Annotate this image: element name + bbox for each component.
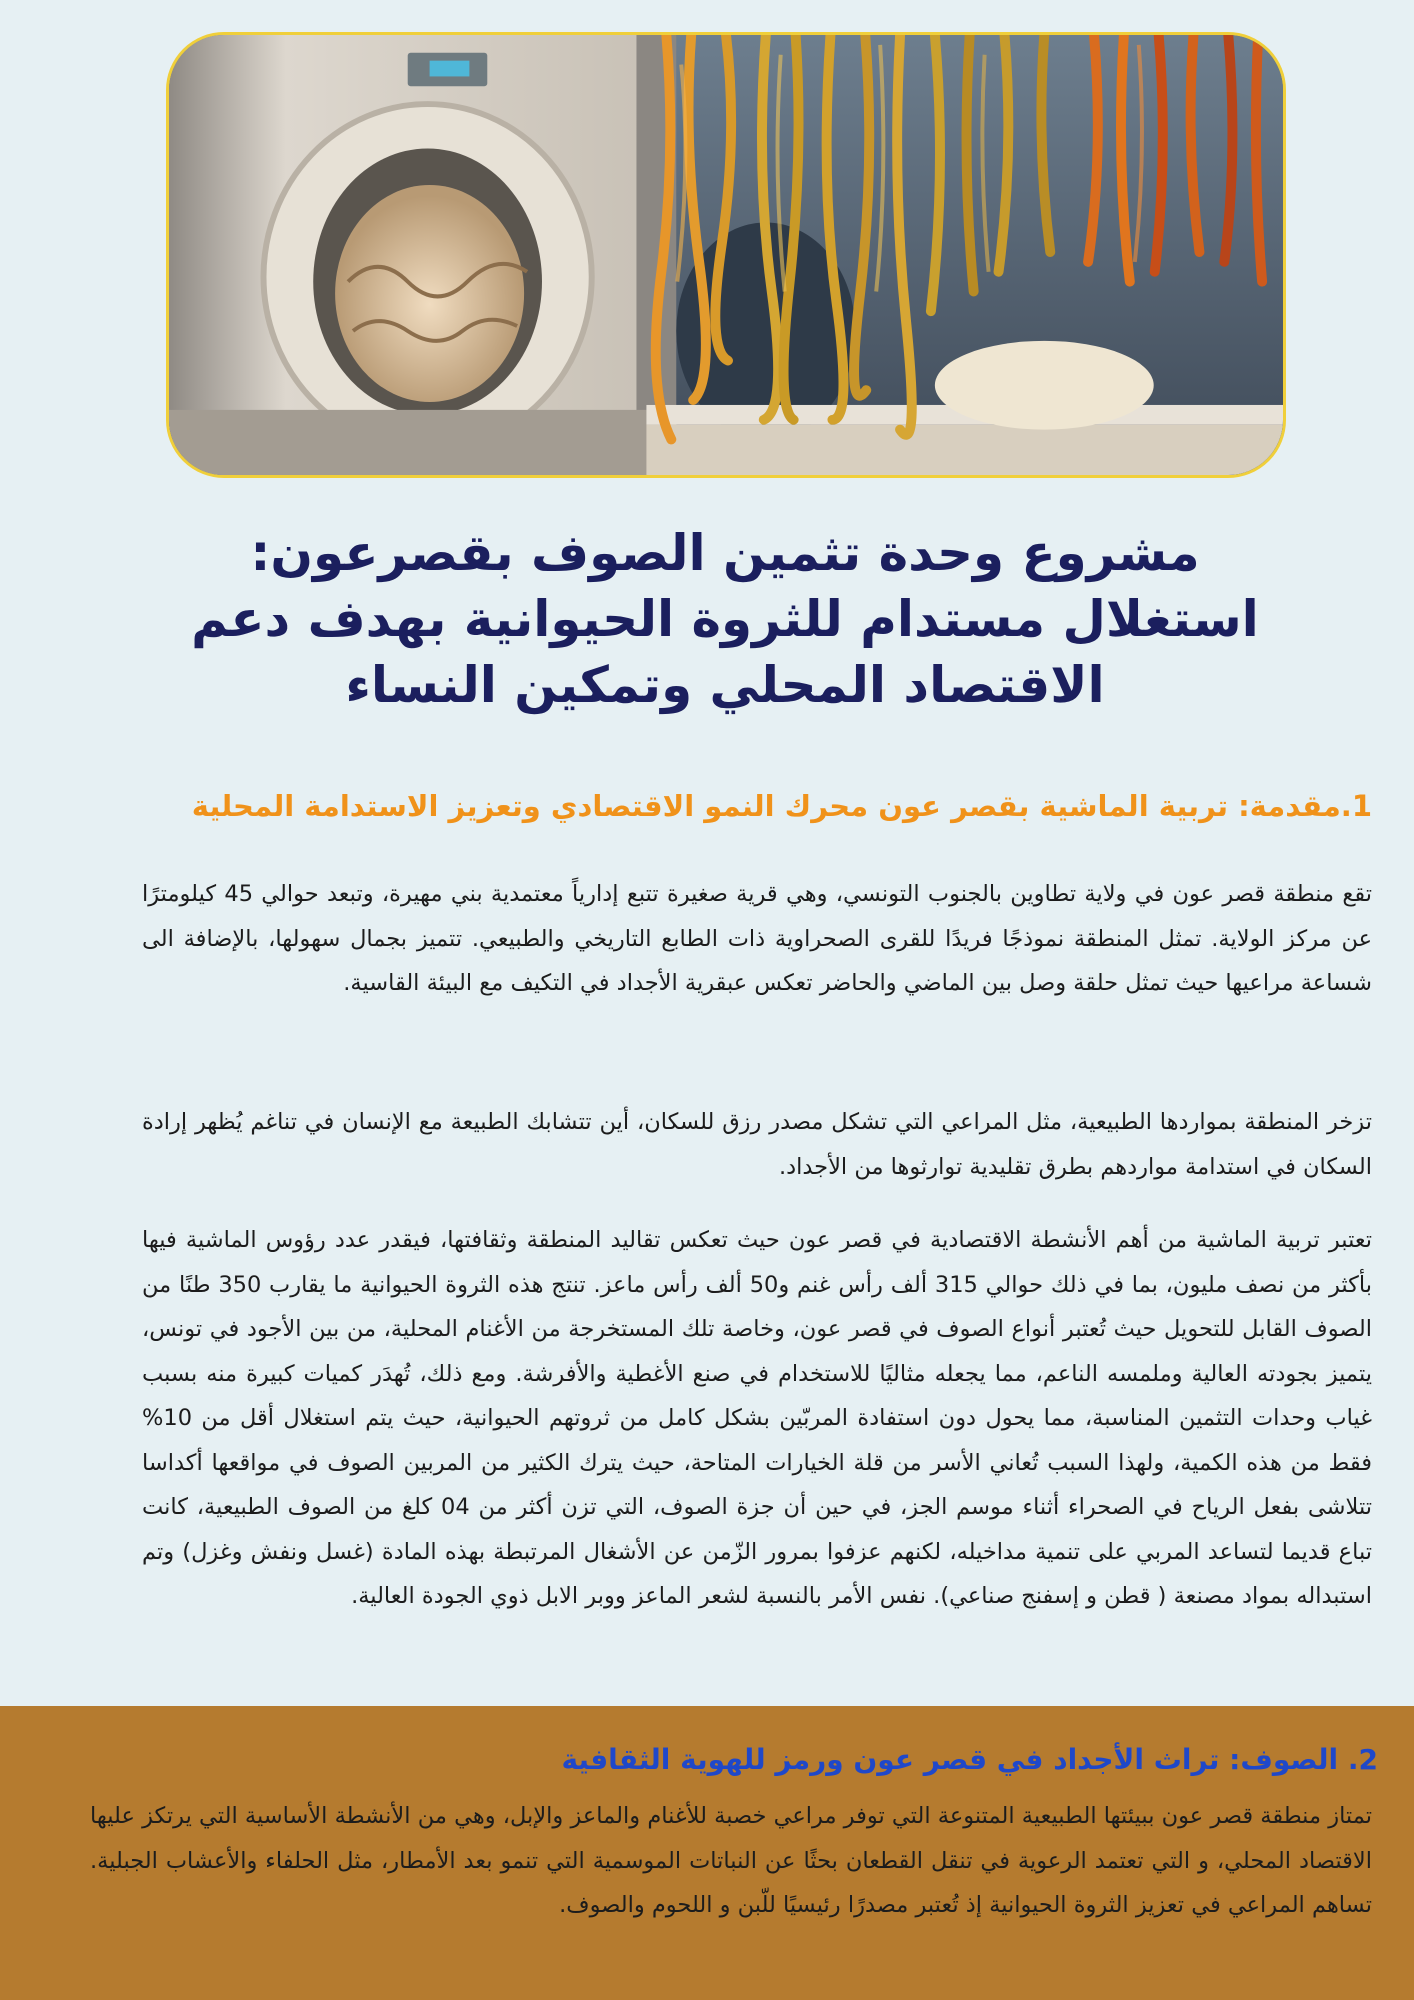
section1-paragraph-2: تزخر المنطقة بمواردها الطبيعية، مثل المراعي التي تشكل مصدر رزق للسكان، أين تتشابك الطبيعة مع الإنسان في تناغم يُظهر إرادة السكان في استدامة مواردهم بطرق تقليدية توارثوها من الأجداد.: [142, 1109, 1372, 1180]
section1-paragraph-1: تقع منطقة قصر عون في ولاية تطاوين بالجنوب التونسي، وهي قرية صغيرة تتبع إدارياً معتمدية بني مهيرة، وتبعد حوالي 45 كيلومترًا عن مركز الولاية. تمثل المنطقة نموذجًا فريدًا للقرى الصحراوية ذات الطابع التاريخي والطبيعي. تتميز بجمال سهولها، بالإضافة الى شساعة مراعيها حيث تمثل حلقة وصل بين الماضي والحاضر تعكس عبقرية الأجداد في التكيف مع البيئة القاسية.: [142, 881, 1372, 996]
section2-paragraph: تمتاز منطقة قصر عون ببيئتها الطبيعية المتنوعة التي توفر مراعي خصبة للأغنام والماعز والإبل، وهي من الأنشطة الأساسية التي يرتكز عليها الاقتصاد المحلي، و التي تعتمد الرعوية في تنقل القطعان بحثًا عن النباتات الموسمية التي تنمو بعد الأمطار، مثل الحلفاء والأعشاب الجبلية. تساهم المراعي في تعزيز الثروة الحيوانية إذ تُعتبر مصدرًا رئيسيًا للّبن و اللحوم والصوف.: [90, 1803, 1372, 1918]
section2-heading: 2. الصوف: تراث الأجداد في قصر عون ورمز للهوية الثقافية: [561, 1743, 1378, 1776]
header-photo: [166, 32, 1286, 478]
section1-heading: 1.مقدمة: تربية الماشية بقصر عون محرك النمو الاقتصادي وتعزيز الاستدامة المحلية: [191, 789, 1372, 823]
wool-washing-machine-and-dyed-yarn-photo: [169, 35, 1283, 475]
page-title: مشروع وحدة تثمين الصوف بقصرعون: استغلال مستدام للثروة الحيوانية بهدف دعم الاقتصاد المحلي وتمكين النساء: [191, 524, 1259, 714]
section1-paragraph-3: تعتبر تربية الماشية من أهم الأنشطة الاقتصادية في قصر عون حيث تعكس تقاليد المنطقة وثقافتها، فيقدر عدد رؤوس الماشية فيها بأكثر من نصف مليون، بما في ذلك حوالي 315 ألف رأس غنم و50 ألف رأس ماعز. تنتج هذه الثروة الحيوانية ما يقارب 350 طنًا من الصوف القابل للتحويل حيث تُعتبر أنواع الصوف في قصر عون، وخاصة تلك المستخرجة من الأغنام المحلية، من بين الأجود في تونس، يتميز بجودته العالية وملمسه الناعم، مما يجعله مثاليًا للاستخدام في صنع الأغطية والأفرشة. ومع ذلك، تُهدَر كميات كبيرة منه بسبب غياب وحدات التثمين المناسبة، مما يحول دون استفادة المربّين بشكل كامل من ثروتهم الحيوانية، حيث يتم استغلال أقل من 10% فقط من هذه الكمية، ولهذا السبب تُعاني الأسر من قلة الخيارات المتاحة، حيث يترك الكثير من المربين الصوف في مواقعها أكداسا تتلاشى بفعل الرياح في الصحراء أثناء موسم الجز، في حين أن جزة الصوف، التي تزن أكثر من 04 كلغ من الصوف الطبيعية، كانت تباع قديما لتساعد المربي على تنمية مداخيله، لكنهم عزفوا بمرور الزّمن عن الأشغال المرتبطة بهذه المادة (غسل ونفش وغزل) وتم استبداله بمواد مصنعة ( قطن و إسفنج صناعي). نفس الأمر بالنسبة لشعر الماعز ووبر الابل ذوي الجودة العالية.: [142, 1227, 1373, 1609]
